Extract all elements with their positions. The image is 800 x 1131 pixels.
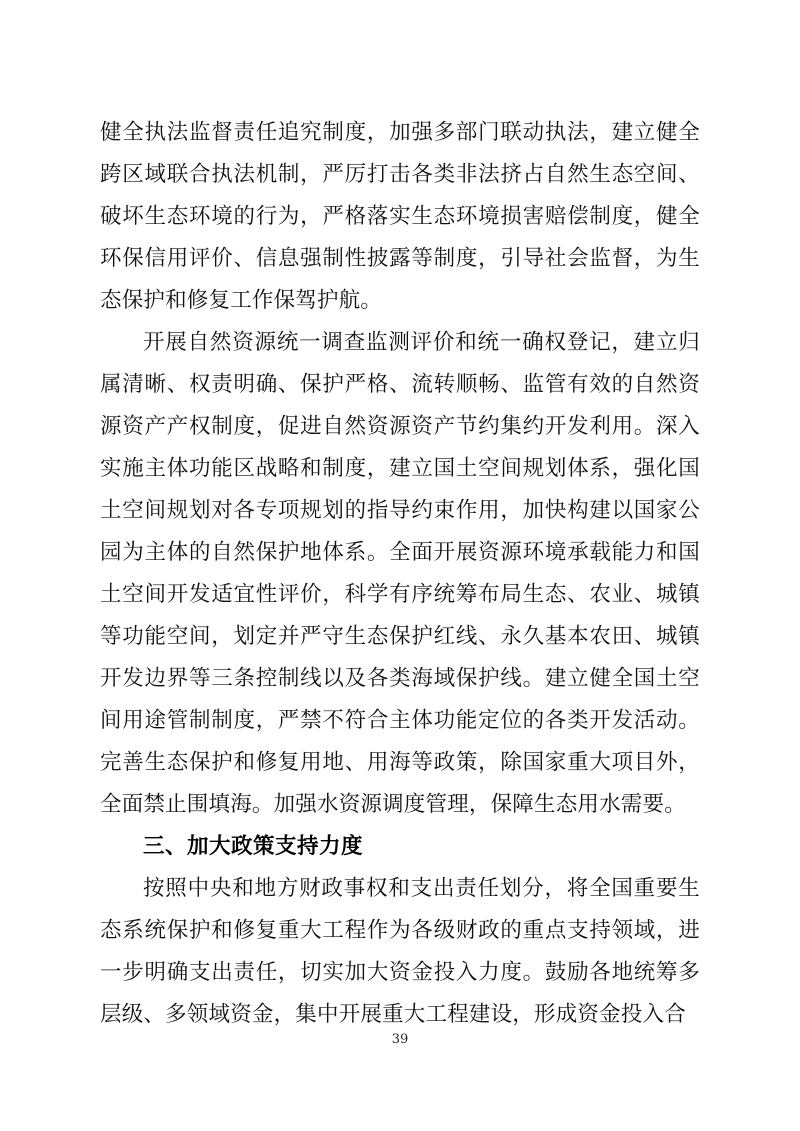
- document-body: [100, 112, 700, 1036]
- paragraph-enforcement: 健全执法监督责任追究制度，加强多部门联动执法，建立健全跨区域联合执法机制，严厉打击各类非法挤占自然生态空间、破坏生态环境的行为，严格落实生态环境损害赔偿制度，健全环保信用评价、信息强制性披露等制度，引导社会监督，为生态保护和修复工作保驾护航。: [100, 120, 700, 313]
- paragraph-fiscal-support: 按照中央和地方财政事权和支出责任划分，将全国重要生态系统保护和修复重大工程作为各级财政的重点支持领域，进一步明确支出责任，切实加大资金投入力度。鼓励各地统筹多层级、多领域资金，集中开展重大工程建设，形成资金投入合: [100, 876, 700, 1027]
- section-heading-policy-support: 三、加大政策支持力度: [143, 834, 364, 859]
- paragraph-natural-resources: 开展自然资源统一调查监测评价和统一确权登记，建立归属清晰、权责明确、保护严格、流转顺畅、监管有效的自然资源资产产权制度，促进自然资源资产节约集约开发利用。深入实施主体功能区战略和制度，建立国土空间规划体系，强化国土空间规划对各专项规划的指导约束作用，加快构建以国家公园为主体的自然保护地体系。全面开展资源环境承载能力和国土空间开发适宜性评价，科学有序统筹布局生态、农业、城镇等功能空间，划定并严守生态保护红线、永久基本农田、城镇开发边界等三条控制线以及各类海域保护线。建立健全国土空间用途管制制度，严禁不符合主体功能定位的各类开发活动。完善生态保护和修复用地、用海等政策，除国家重大项目外，全面禁止围填海。加强水资源调度管理，保障生态用水需要。: [100, 330, 700, 817]
- page-number: 39: [391, 1032, 409, 1047]
